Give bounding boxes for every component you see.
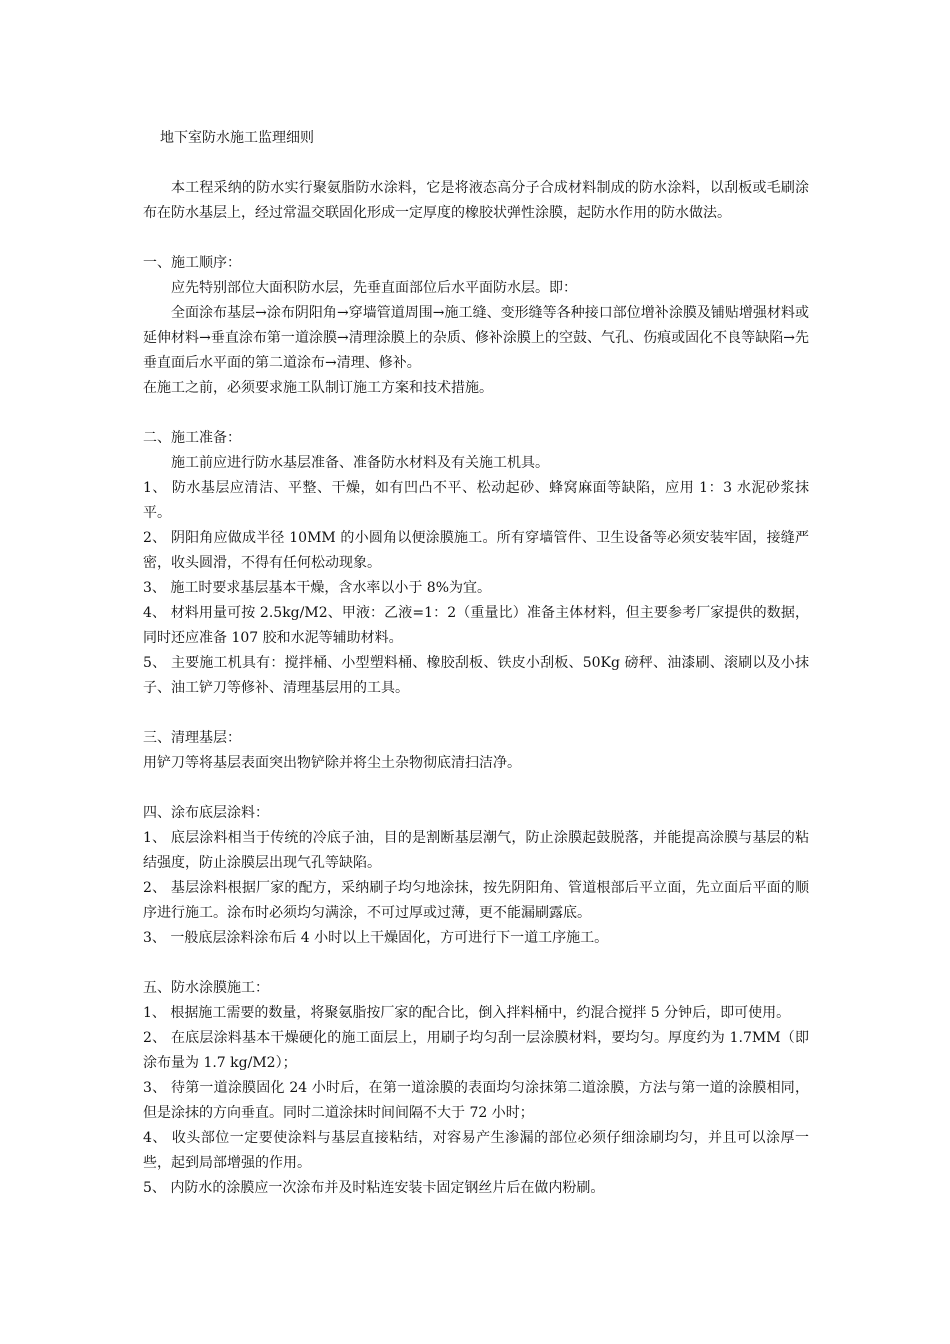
spacer (143, 701, 809, 726)
spacer (143, 401, 809, 426)
spacer (143, 951, 809, 976)
section-1-paragraph: 全面涂布基层→涂布阴阳角→穿墙管道周围→施工缝、变形缝等各种接口部位增补涂膜及铺贴增强材料或延伸材料→垂直涂布第一道涂膜→清理涂膜上的杂质、修补涂膜上的空鼓、气孔、伤痕或固化不良等缺陷→先垂直面后水平面的第二道涂布→清理、修补。 (143, 305, 809, 371)
section-5-list-item: 4、 收头部位一定要使涂料与基层直接粘结，对容易产生渗漏的部位必须仔细涂刷均匀，并且可以涂厚一些，起到局部增强的作用。 (143, 1130, 809, 1171)
section-4-list-item: 3、 一般底层涂料涂布后 4 小时以上干燥固化，方可进行下一道工序施工。 (143, 930, 609, 946)
section-1-paragraph: 在施工之前，必须要求施工队制订施工方案和技术措施。 (143, 380, 493, 396)
spacer (143, 226, 809, 251)
section-5-list-item: 3、 待第一道涂膜固化 24 小时后，在第一道涂膜的表面均匀涂抹第二道涂膜，方法与第一道的涂膜相同，但是涂抹的方向垂直。同时二道涂抹时间间隔不大于 72 小时； (143, 1080, 809, 1121)
section-1-paragraph: 应先特别部位大面积防水层，先垂直面部位后水平面防水层。即： (171, 280, 577, 296)
section-2-list-item: 1、 防水基层应清洁、平整、干燥，如有凹凸不平、松动起砂、蜂窝麻面等缺陷，应用 1：3 水泥砂浆抹平。 (143, 480, 809, 521)
section-heading-1: 一、施工顺序： (143, 255, 241, 271)
section-2-list-item: 2、 阴阳角应做成半径 10MM 的小圆角以便涂膜施工。所有穿墙管件、卫生设备等必须安装牢固，接缝严密，收头圆滑，不得有任何松动现象。 (143, 530, 809, 571)
section-2-list-item: 5、 主要施工机具有：搅拌桶、小型塑料桶、橡胶刮板、铁皮小刮板、50Kg 磅秤、油漆刷、滚刷以及小抹子、油工铲刀等修补、清理基层用的工具。 (143, 655, 809, 696)
section-5-list-item: 2、 在底层涂料基本干燥硬化的施工面层上，用刷子均匀刮一层涂膜材料，要均匀。厚度约为 1.7MM（即涂布量为 1.7 kg/M2）； (143, 1030, 809, 1071)
section-4-list-item: 2、 基层涂料根据厂家的配方，采纳刷子均匀地涂抹，按先阴阳角、管道根部后平立面，先立面后平面的顺序进行施工。涂布时必须均匀满涂，不可过厚或过薄，更不能漏刷露底。 (143, 880, 809, 921)
section-heading-5: 五、防水涂膜施工： (143, 980, 269, 996)
section-5-list-item: 1、 根据施工需要的数量，将聚氨脂按厂家的配合比，倒入拌料桶中，约混合搅拌 5 分钟后，即可使用。 (143, 1005, 791, 1021)
section-4-list-item: 1、 底层涂料相当于传统的冷底子油，目的是割断基层潮气，防止涂膜起鼓脱落，并能提高涂膜与基层的粘结强度，防止涂膜层出现气孔等缺陷。 (143, 830, 809, 871)
section-3-paragraph: 用铲刀等将基层表面突出物铲除并将尘土杂物彻底清扫洁净。 (143, 755, 521, 771)
section-heading-3: 三、清理基层： (143, 730, 241, 746)
spacer (143, 776, 809, 801)
document-title: 地下室防水施工监理细则 (160, 130, 314, 146)
section-heading-4: 四、涂布底层涂料： (143, 805, 269, 821)
section-2-paragraph: 施工前应进行防水基层准备、准备防水材料及有关施工机具。 (171, 455, 549, 471)
intro-paragraph: 本工程采纳的防水实行聚氨脂防水涂料，它是将液态高分子合成材料制成的防水涂料，以刮板或毛刷涂布在防水基层上，经过常温交联固化形成一定厚度的橡胶状弹性涂膜，起防水作用的防水做法。 (143, 180, 809, 221)
document-body (143, 176, 809, 1201)
section-2-list-item: 3、 施工时要求基层基本干燥，含水率以小于 8%为宜。 (143, 580, 492, 596)
section-5-list-item: 5、 内防水的涂膜应一次涂布并及时粘连安装卡固定钢丝片后在做内粉刷。 (143, 1180, 605, 1196)
section-heading-2: 二、施工准备： (143, 430, 241, 446)
section-2-list-item: 4、 材料用量可按 2.5kg/M2、甲液：乙液=1：2（重量比）准备主体材料，但主要参考厂家提供的数据，同时还应准备 107 胶和水泥等辅助材料。 (143, 605, 809, 646)
